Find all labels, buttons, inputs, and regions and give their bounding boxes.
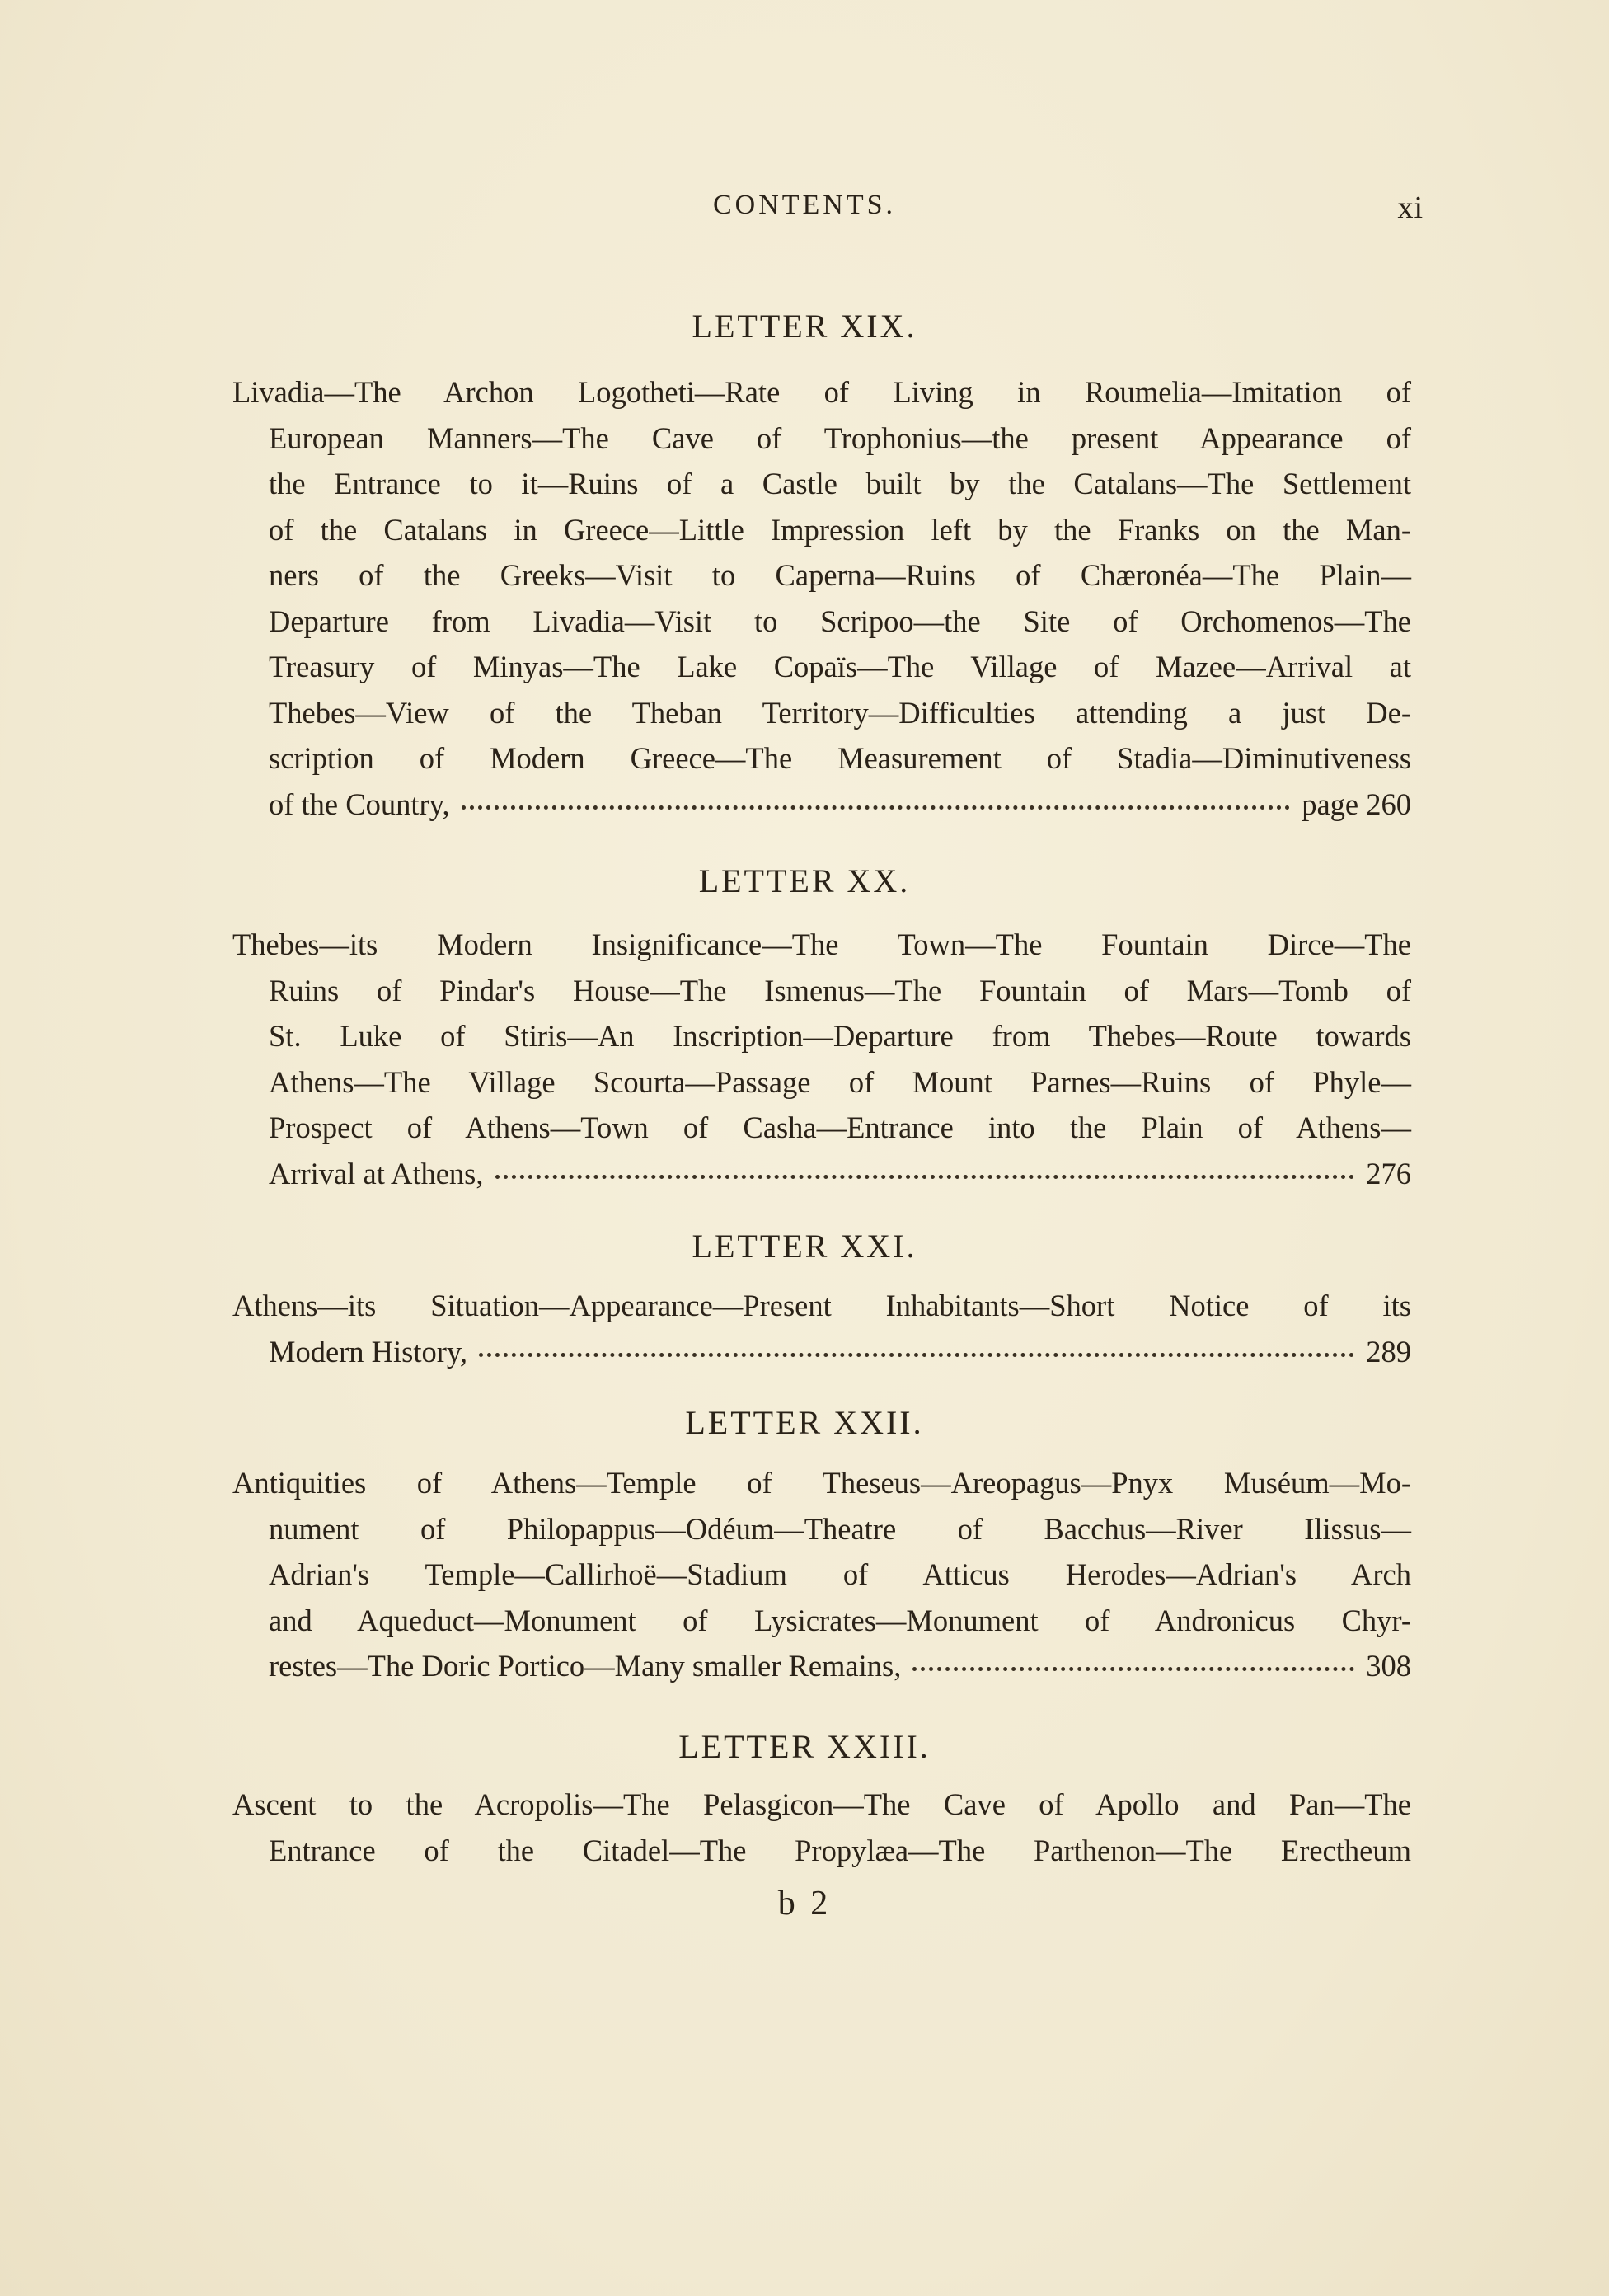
entry-line: Entrance of the Citadel—The Propylæa—The Parthenon—The Erectheum [269,1833,1411,1867]
signature-mark: b 2 [777,1885,832,1923]
page-number: xi [1397,190,1424,225]
letter-heading-23: LETTER XXIII. [678,1728,931,1765]
running-head: CONTENTS. [712,190,897,220]
entry-line: Adrian's Temple—Callirhoë—Stadium of Atticus Herodes—Adrian's Arch [269,1557,1411,1591]
entry-line: Thebes—View of the Theban Territory—Difficulties attending a just De- [269,695,1411,730]
entry-line: Ruins of Pindar's House—The Ismenus—The Fountain of Mars—Tomb of [269,973,1411,1007]
entry-line: Ascent to the Acropolis—The Pelasgicon—The Cave of Apollo and Pan—The [232,1787,1411,1821]
entry-last-line [232,1151,1411,1197]
page-header [0,190,1609,231]
dot-leader [462,805,1291,810]
entry-line: ners of the Greeks—Visit to Caperna—Ruins of Chæronéa—The Plain— [269,558,1411,592]
letter-heading-22: LETTER XXII. [685,1404,924,1441]
entry-line: Prospect of Athens—Town of Casha—Entrance into the Plain of Athens— [269,1110,1411,1144]
entry-line: and Aqueduct—Monument of Lysicrates—Monument of Andronicus Chyr- [269,1603,1411,1637]
entry-line: St. Luke of Stiris—An Inscription—Departure from Thebes—Route towards [269,1019,1411,1053]
entry-line: of the Catalans in Greece—Little Impression left by the Franks on the Man- [269,512,1411,547]
letter-heading-19: LETTER XIX. [692,308,917,345]
entry-last-line [232,1329,1411,1375]
letter-entry-20 [232,922,1411,1196]
letter-entry-19 [232,369,1411,827]
letter-entry-23 [232,1782,1411,1873]
entry-line: Arrival at Athens, [269,1156,484,1190]
letter-entry-22 [232,1460,1411,1689]
page-reference: 289 [1366,1334,1411,1369]
entry-line: Athens—The Village Scourta—Passage of Mount Parnes—Ruins of Phyle— [269,1064,1411,1099]
entry-line: the Entrance to it—Ruins of a Castle built by the Catalans—The Settlement [269,467,1411,500]
page-reference: 308 [1366,1649,1411,1683]
entry-line: Athens—its Situation—Appearance—Present Inhabitants—Short Notice of its [232,1289,1411,1322]
letter-heading-20: LETTER XX. [698,862,911,899]
entry-line: scription of Modern Greece—The Measurement of Stadia—Diminutiveness [269,741,1411,775]
entry-last-line [232,1643,1411,1689]
page-reference: 276 [1366,1156,1411,1190]
entry-line: Modern History, [269,1334,467,1369]
entry-line: of the Country, [269,786,450,821]
entry-line: Thebes—its Modern Insignificance—The Town—The Fountain Dirce—The [232,927,1411,961]
dot-leader [495,1175,1355,1179]
letter-entry-21 [232,1283,1411,1374]
entry-line: Livadia—The Archon Logotheti—Rate of Living in Roumelia—Imitation of [232,375,1411,409]
entry-line: Treasury of Minyas—The Lake Copaïs—The Village of Mazee—Arrival at [269,650,1411,683]
entry-line: Departure from Livadia—Visit to Scripoo—the Site of Orchomenos—The [269,603,1411,638]
entry-line: nument of Philopappus—Odéum—Theatre of Bacchus—River Ilissus— [269,1511,1411,1546]
dot-leader [479,1353,1354,1357]
entry-line: Antiquities of Athens—Temple of Theseus—Areopagus—Pnyx Muséum—Mo- [232,1466,1411,1500]
entry-line: restes—The Doric Portico—Many smaller Remains, [269,1649,902,1683]
letter-heading-21: LETTER XXI. [692,1228,917,1265]
entry-last-line [232,782,1411,828]
page-reference: page 260 [1302,786,1411,821]
dot-leader [912,1667,1354,1671]
entry-line: European Manners—The Cave of Trophonius—the present Appearance of [269,420,1411,455]
